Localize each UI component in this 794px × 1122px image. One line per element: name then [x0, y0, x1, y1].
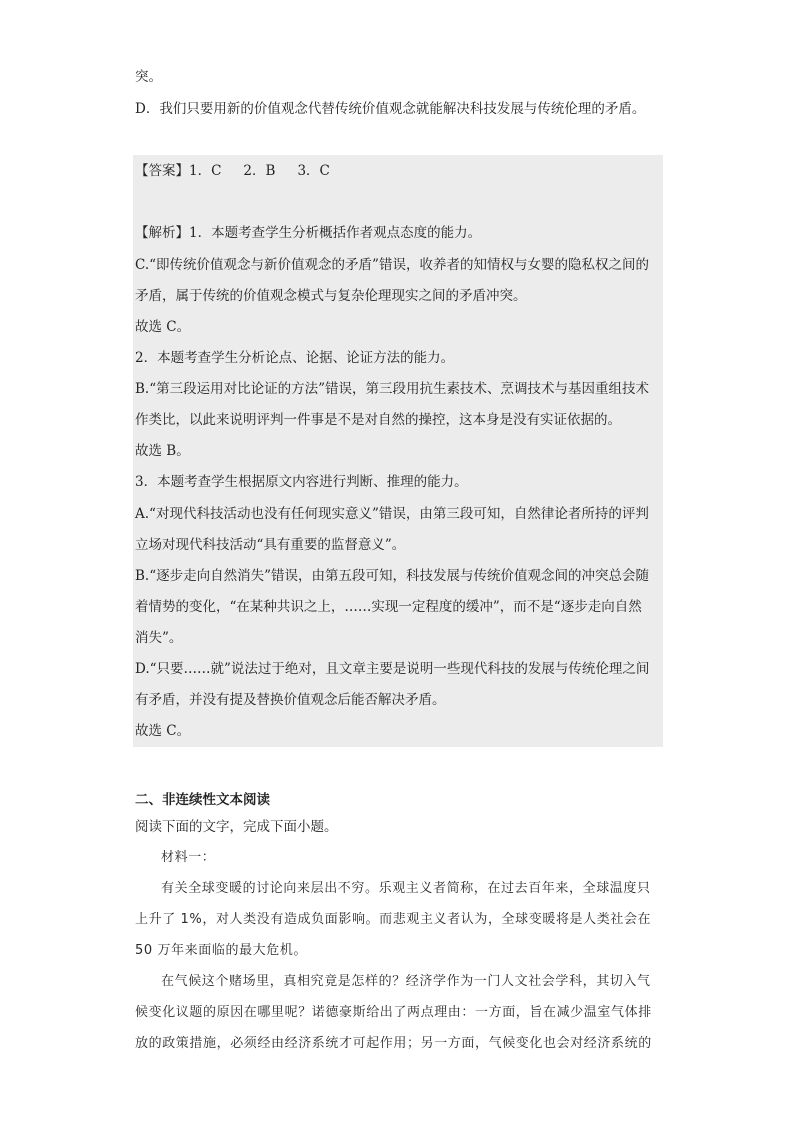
- analysis-line: C.“即传统价值观念与新价值观念的矛盾”错误，收养者的知情权与女婴的隐私权之间的: [135, 257, 649, 273]
- analysis-line: 故选 B。: [135, 443, 190, 459]
- analysis-line: 立场对现代科技活动“具有重要的监督意义”。: [135, 537, 406, 553]
- passage-line: 候变化议题的原因在哪里呢？诺德豪斯给出了两点理由：一方面，旨在减少温室气体排: [135, 1005, 652, 1020]
- analysis-line: B.“第三段运用对比论证的方法”错误，第三段用抗生素技术、烹调技术与基因重组技术: [135, 381, 650, 397]
- answer-line: [135, 162, 330, 180]
- analysis-line: 作类比，以此来说明评判一件事是不是对自然的操控，这本身是没有实证依据的。: [135, 412, 621, 428]
- answer-label: 【答案】: [135, 163, 189, 179]
- passage-line: 放的政策措施，必须经由经济系统才可起作用；另一方面，气候变化也会对经济系统的: [135, 1036, 652, 1051]
- instruction: 阅读下面的文字，完成下面小题。: [135, 819, 338, 835]
- analysis-line: 3．本题考查学生根据原文内容进行判断、推理的能力。: [135, 474, 468, 490]
- analysis-line: 2．本题考查学生分析论点、论据、论证方法的能力。: [135, 350, 455, 366]
- analysis-line: 故选 C。: [135, 723, 191, 739]
- material-label: 材料一：: [161, 850, 216, 865]
- analysis-line: A.“对现代科技活动也没有任何现实意义”错误，由第三段可知，自然律论者所持的评判: [135, 506, 649, 522]
- passage-line: 50 万年来面临的最大危机。: [135, 943, 308, 958]
- option-d: D．我们只要用新的价值观念代替传统价值观念就能解决科技发展与传统伦理的矛盾。: [135, 101, 646, 117]
- analysis-line: 故选 C。: [135, 319, 191, 335]
- analysis-line: 矛盾，属于传统的价值观念模式与复杂伦理现实之间的矛盾冲突。: [135, 288, 527, 304]
- analysis-line: 着情势的变化，“在某种共识之上，……实现一定程度的缓冲”，而不是“逐步走向自然: [135, 599, 642, 615]
- answer-2: 2．B: [243, 163, 276, 179]
- passage-line: 有关全球变暖的讨论向来层出不穷。乐观主义者简称，在过去百年来，全球温度只: [161, 881, 651, 896]
- analysis-line: D.“只要……就”说法过于绝对，且文章主要是说明一些现代科技的发展与传统伦理之间: [135, 661, 650, 677]
- passage-line: 在气候这个赌场里，真相究竟是怎样的？经济学作为一门人文社会学科，其切入气: [161, 974, 651, 989]
- answer-analysis-box: [133, 155, 663, 747]
- section-heading: 二、非连续性文本阅读: [135, 792, 270, 808]
- text-line: 突。: [135, 69, 162, 85]
- passage-line: 上升了 1%，对人类没有造成负面影响。而悲观主义者认为，全球变暖将是人类社会在: [135, 912, 652, 927]
- analysis-line: 【解析】1．本题考查学生分析概括作者观点态度的能力。: [135, 225, 482, 241]
- analysis-line: 消失”。: [135, 630, 183, 646]
- analysis-line: B.“逐步走向自然消失”错误，由第五段可知，科技发展与传统价值观念间的冲突总会随: [135, 568, 650, 584]
- analysis-line: 有矛盾，并没有提及替换价值观念后能否解决矛盾。: [135, 692, 446, 708]
- answer-1: 1．C: [189, 163, 222, 179]
- answer-3: 3．C: [297, 163, 330, 179]
